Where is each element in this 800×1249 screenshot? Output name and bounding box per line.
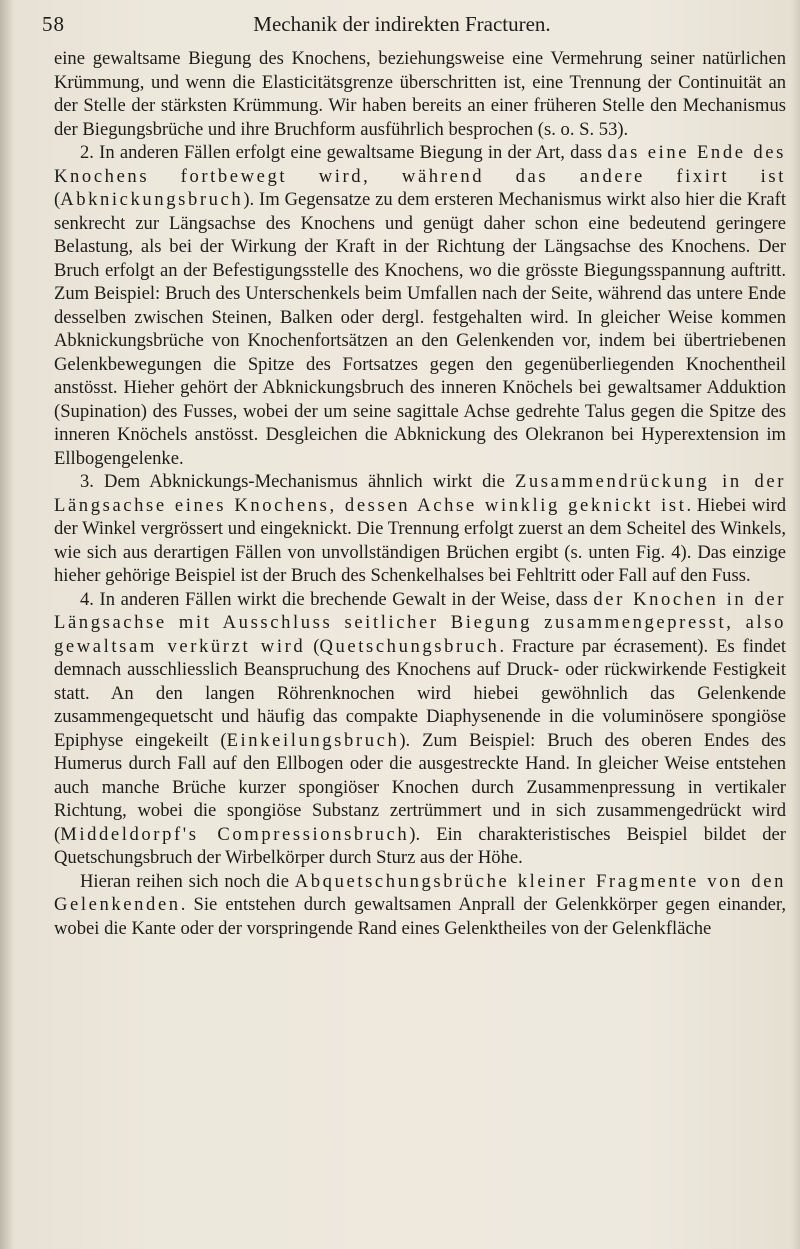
page-header [42,12,762,42]
body-text [54,47,786,940]
page-edge-shadow [790,0,800,1249]
paragraph [54,47,786,141]
paragraph-text: ). Ein charakteristisches Beispiel bildet der Quetschungsbruch der Wirbelkörper durch Sturz aus der Höhe. [54,823,786,868]
running-title: Mechanik der indirekten Fracturen. [253,12,551,36]
paragraph-text: . Hiebei wird der Winkel vergrössert und eingeknickt. Die Trennung erfolgt zuerst an dem Scheitel des Winkels, wie sich aus derartigen Fällen von unvollständigen Brüchen ergibt (s. unten Fig. 4). Das einzige hieher gehörige Beispiel ist der Bruch des Schenkelhalses bei Fehltritt oder Fall auf den Fuss. [54,494,786,586]
emphasized-text: Einkeilungsbruch [226,729,400,751]
page-number: 58 [42,12,65,36]
paragraph-text: Hieran reihen sich noch die [80,870,295,892]
paragraph [54,870,786,941]
emphasized-text: Zusammendrückung in der Längsachse eines Knochens, dessen Achse winklig geknickt ist [54,471,786,516]
emphasized-text: der Knochen in der Längsachse mit Ausschluss seitlicher Biegung zusammengepresst, also gewaltsam verkürzt wird [54,588,787,657]
emphasized-text: Quetschungsbruch [319,635,500,657]
paragraph-text: ( [305,635,320,657]
paragraph-text: ). Im Gegensatze zu dem ersteren Mechanismus wirkt also hier die Kraft senkrecht zur Längsachse des Knochens und genügt daher schon eine bedeutend geringere Belastung, als bei der Wirkung der Kraft in der Richtung der Längsachse des Knochens. Der Bruch erfolgt an der Befestigungsstelle des Knochens, wo die grösste Biegungsspannung auftritt. Zum Beispiel: Bruch des Unterschenkels beim Umfallen nach der Seite, während das untere Ende desselben zwischen Steinen, Balken oder dergl. festgehalten wird. In gleicher Weise kommen Abknickungsbrüche von Knochenfortsätzen an den Gelenkenden vor, indem bei übertriebenen Gelenkbewegungen die Spitze des Fortsatzes gegen den gegenüberliegenden Knochentheil anstösst. Hieher gehört der Abknickungsbruch des inneren Knöchels bei gewaltsamer Adduktion (Supination) des Fusses, wobei der um seine sagittale Achse gedrehte Talus gegen die Spitze des inneren Knöchels anstösst. Desgleichen die Abknickung des Olekranon bei Hyperextension im Ellbogengelenke. [54,189,786,469]
page-gutter-shadow [0,0,14,1249]
paragraph-text: 4. In anderen Fällen wirkt die brechende Gewalt in der Weise, dass [80,588,594,610]
paragraph [54,588,786,870]
paragraph [54,141,786,470]
paragraph-text: ). Zum Beispiel: Bruch des oberen Endes des Humerus durch Fall auf den Ellbogen oder die ausgestreckte Hand. In gleicher Weise entstehen auch manche Brüche kurzer spongiöser Knochen durch Zusammenpressung in vertikaler Richtung, wobei die spongiöse Substanz zertrümmert und in sich zusammengedrückt wird ( [54,729,786,845]
emphasized-text: Middeldorpf's Compressionsbruch [60,823,410,845]
paragraph-text: 3. Dem Abknickungs-Mechanismus ähnlich wirkt die [80,471,515,492]
emphasized-text: Abknickungsbruch [60,189,244,210]
paragraph-text: ( [54,189,61,210]
emphasized-text: das eine Ende des Knochens fortbewegt wird, während das andere fixirt ist [54,142,786,187]
paragraph-text: . Sie entstehen durch gewaltsamen Anprall der Gelenkkörper gegen einander, wobei die Kante oder der vorspringende Rand eines Gelenktheiles von der Gelenkfläche [54,894,786,939]
emphasized-text: Abquetschungsbrüche kleiner Fragmente von den Gelenkenden [54,870,786,915]
paragraph [54,470,786,588]
paragraph-text: . Fracture par écrasement). Es findet demnach ausschliesslich Beanspruchung des Knochens auf Druck- oder rückwirkende Festigkeit statt. An den langen Röhrenknochen wird hiebei gewöhnlich das Gelenkende zusammengequetscht und häufig das compakte Diaphysenende in die voluminösere spongiöse Epiphyse eingekeilt ( [54,635,787,751]
paragraph-text: eine gewaltsame Biegung des Knochens, beziehungsweise eine Vermehrung seiner natürlichen Krümmung, und wenn die Elasticitätsgrenze überschritten ist, eine Trennung der Continuität an der Stelle der stärksten Krümmung. Wir haben bereits an einer früheren Stelle den Mechanismus der Biegungsbrüche und ihre Bruchform ausführlich besprochen (s. o. S. 53). [54,48,786,140]
paragraph-text: 2. In anderen Fällen erfolgt eine gewaltsame Biegung in der Art, dass [80,142,608,163]
